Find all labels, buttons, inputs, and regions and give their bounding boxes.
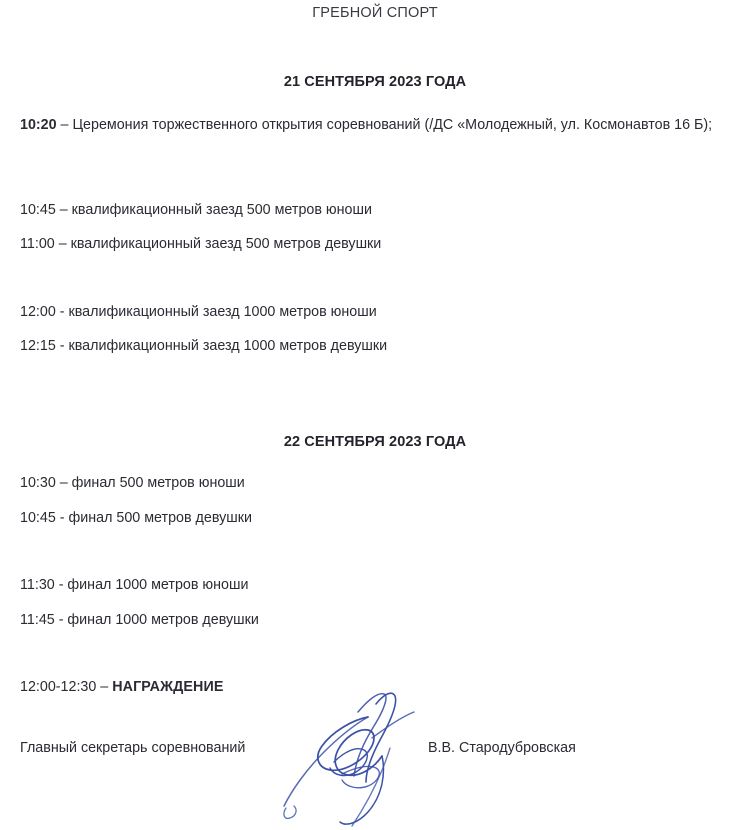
schedule-item: 10:45 – квалификационный заезд 500 метров юноши (20, 202, 372, 218)
date-heading-22-september: 22 СЕНТЯБРЯ 2023 ГОДА (283, 434, 467, 450)
opening-ceremony-time: 10:20 (20, 117, 57, 134)
schedule-item: 11:45 - финал 1000 метров девушки (20, 612, 259, 628)
award-ceremony-line (20, 675, 223, 699)
handwritten-signature-icon (272, 678, 432, 830)
schedule-item: 12:15 - квалификационный заезд 1000 метров девушки (20, 338, 388, 354)
schedule-item: 12:00 - квалификационный заезд 1000 метров юноши (20, 304, 377, 320)
signatory-name: В.В. Стародубровская (428, 740, 576, 756)
page-title: ГРЕБНОЙ СПОРТ (312, 5, 438, 21)
schedule-item: 10:45 - финал 500 метров девушки (20, 510, 252, 526)
signatory-role: Главный секретарь соревнований (20, 740, 246, 756)
schedule-item: 10:30 – финал 500 метров юноши (20, 475, 245, 491)
schedule-item: 11:00 – квалификационный заезд 500 метров девушки (20, 236, 382, 252)
opening-ceremony-paragraph (20, 112, 736, 139)
award-ceremony-label: НАГРАЖДЕНИЕ (112, 679, 224, 695)
award-ceremony-time: 12:00-12:30 – (20, 679, 113, 695)
opening-ceremony-text: – Церемония торжественного открытия соревнований (/ДС «Молодежный, ул. Космонавтов 16 Б); (56, 117, 713, 134)
schedule-item: 11:30 - финал 1000 метров юноши (20, 577, 249, 593)
date-heading-21-september: 21 СЕНТЯБРЯ 2023 ГОДА (283, 74, 467, 90)
